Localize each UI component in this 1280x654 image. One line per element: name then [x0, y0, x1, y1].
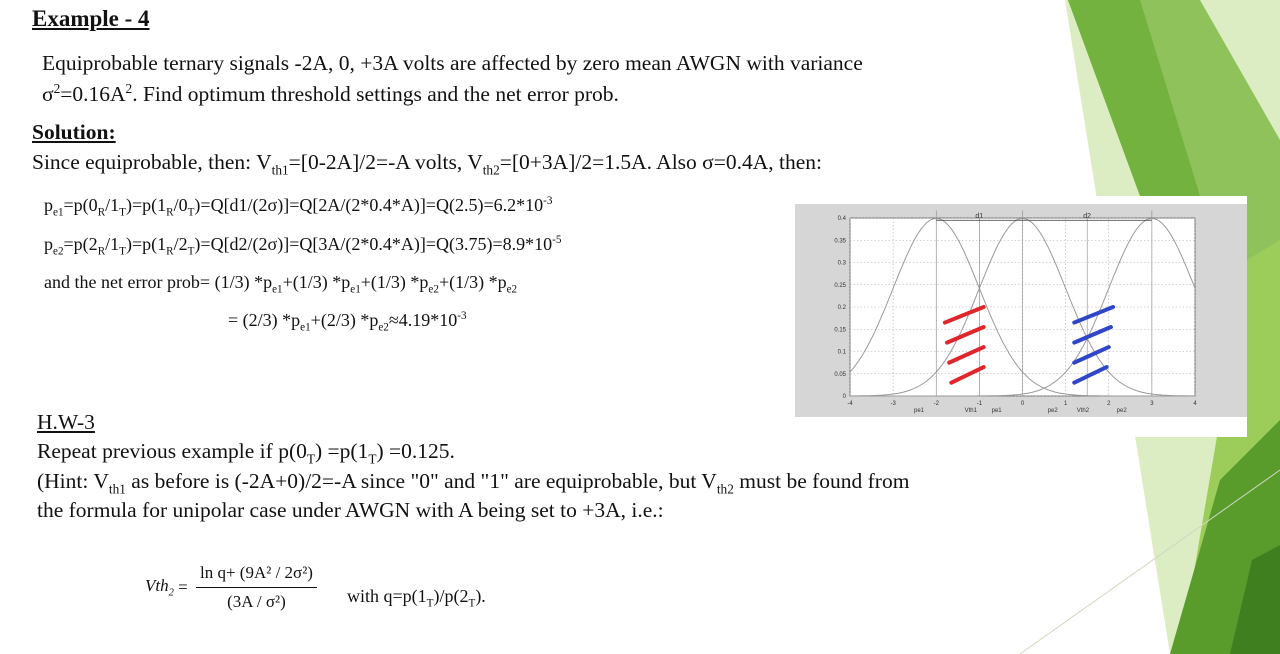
formula-numerator: ln q+ (9A² / 2σ²) [196, 563, 317, 588]
subscript: e1 [300, 321, 311, 334]
text-run: Vth [145, 576, 169, 596]
text-run: =[0+3A]/2=1.5A. Also σ=0.4A, then: [499, 150, 823, 174]
y-tick-label: 0.15 [834, 327, 846, 334]
text-run: with q=p(1 [347, 586, 427, 606]
formula-fraction [196, 563, 317, 612]
solution-heading: Solution: [32, 120, 116, 144]
axis-annotation-label: Vth2 [1076, 408, 1090, 414]
text-run: p [44, 195, 53, 215]
text-run: must be found from [733, 469, 910, 493]
text-run: /0 [173, 195, 188, 215]
vth2-formula [145, 563, 317, 612]
text-run: ). [475, 586, 486, 606]
axis-annotation-label: pe1 [913, 408, 925, 414]
formula-lhs [145, 576, 174, 599]
subscript: T [187, 245, 195, 258]
pe1-equation [44, 195, 552, 219]
text-run: p [44, 234, 53, 254]
subscript: th2 [482, 162, 500, 178]
text-run: and the net error prob= (1/3) *p [44, 272, 273, 292]
subscript: e2 [506, 283, 518, 296]
superscript: -3 [543, 195, 553, 207]
axis-annotation-label: pe2 [1047, 408, 1058, 414]
axis-annotation-label: Vth1 [964, 408, 977, 414]
x-tick-label: -4 [847, 401, 853, 407]
text-run: =[0-2A]/2=-A volts, V [288, 150, 483, 174]
slide-title: Example - 4 [32, 6, 150, 31]
text-run: +(1/3) *p [360, 272, 429, 292]
subscript: T [426, 597, 434, 610]
text-run: =0.16A [60, 82, 126, 107]
subscript: e1 [350, 283, 361, 296]
x-tick-label: 2 [1107, 401, 1111, 407]
subscript: T [368, 451, 377, 467]
text-run: )/p(2 [433, 586, 469, 606]
y-tick-label: 0.25 [834, 282, 846, 289]
y-tick-label: 0.05 [834, 371, 846, 378]
x-tick-label: -1 [976, 401, 983, 407]
text-run: +(2/3) *p [310, 310, 379, 330]
superscript: -3 [457, 310, 467, 322]
subscript: T [119, 206, 126, 219]
text-run: )=Q[d2/(2σ)]=Q[3A/(2*0.4*A)]=Q(3.75)=8.9*10 [194, 234, 553, 254]
problem-line-1: Equiprobable ternary signals -2A, 0, +3A volts are affected by zero mean AWGN with variance [42, 51, 863, 75]
superscript: 2 [53, 81, 61, 96]
sigma-symbol: σ [42, 82, 54, 107]
y-tick-label: 0.35 [834, 238, 846, 245]
subscript: th2 [716, 481, 734, 497]
subscript: th1 [108, 481, 126, 497]
subscript: e2 [428, 283, 439, 296]
x-tick-label: -3 [890, 401, 896, 407]
gaussian-plot-figure [795, 196, 1247, 437]
subscript: e2 [53, 245, 64, 258]
solution-line-1 [32, 150, 822, 178]
pe2-equation [44, 234, 561, 258]
equals-sign: = [173, 577, 188, 597]
x-tick-label: 3 [1150, 401, 1154, 407]
hw-heading: H.W-3 [37, 410, 95, 434]
y-tick-label: 0 [842, 394, 846, 400]
y-tick-label: 0.4 [837, 216, 846, 222]
text-run: =p(0 [63, 195, 98, 215]
text-run: /2 [173, 234, 188, 254]
text-run: /1 [105, 195, 120, 215]
x-tick-label: 4 [1193, 401, 1197, 407]
subscript: e2 [378, 321, 389, 334]
subscript: T [468, 597, 476, 610]
y-tick-label: 0.1 [837, 349, 846, 356]
subscript: T [187, 206, 195, 219]
text-run: +(1/3) *p [438, 272, 507, 292]
subscript: R [97, 206, 106, 219]
text-run: =p(2 [63, 234, 98, 254]
text-run: +(1/3) *p [282, 272, 351, 292]
net-error-result [228, 310, 467, 334]
x-tick-label: -2 [933, 401, 939, 407]
x-tick-label: 1 [1063, 401, 1068, 407]
text-run: = (2/3) *p [228, 310, 301, 330]
superscript: -5 [552, 234, 562, 246]
text-run: ≈4.19*10 [388, 310, 458, 330]
y-tick-label: 0.2 [837, 305, 846, 311]
text-run: ) =0.125. [376, 439, 455, 463]
net-error-equation [44, 272, 517, 296]
formula-denominator: (3A / σ²) [227, 592, 286, 611]
hw-line-3: the formula for unipolar case under AWGN with A being set to +3A, i.e.: [37, 498, 664, 522]
text-run: Repeat previous example if p(0 [37, 439, 307, 463]
subscript: R [166, 245, 174, 258]
subscript: R [97, 245, 106, 258]
formula-with-q [347, 586, 486, 610]
x-tick-label: 0 [1020, 401, 1025, 407]
subscript: th1 [271, 162, 289, 178]
text-run: )=Q[d1/(2σ)]=Q[2A/(2*0.4*A)]=Q(2.5)=6.2*10 [194, 195, 544, 215]
d1-label: d1 [975, 213, 984, 221]
subscript: 2 [168, 587, 174, 599]
subscript: T [119, 245, 126, 258]
text-run: )=p(1 [125, 195, 167, 215]
problem-line-2 [42, 81, 619, 107]
gaussian-plot-svg [795, 196, 1247, 437]
hw-line-2 [37, 469, 909, 497]
text-run: as before is (-2A+0)/2=-A since "0" and "1" are equiprobable, but V [125, 469, 717, 493]
hw-line-1 [37, 439, 455, 467]
subscript: e1 [272, 283, 283, 296]
text-run: /1 [105, 234, 120, 254]
text-run: Since equiprobable, then: V [32, 150, 272, 174]
superscript: 2 [125, 81, 133, 96]
d2-label: d2 [1083, 213, 1091, 221]
y-tick-label: 0.3 [837, 260, 846, 267]
subscript: T [306, 451, 316, 467]
text-run: (Hint: V [37, 469, 109, 493]
text-run: . Find optimum threshold settings and the net error prob. [132, 82, 619, 107]
text-run: ) =p(1 [315, 439, 369, 463]
axis-annotation-label: pe1 [991, 408, 1002, 414]
text-run: )=p(1 [125, 234, 167, 254]
subscript: e1 [53, 206, 64, 219]
subscript: R [166, 206, 174, 219]
axis-annotation-label: pe2 [1116, 408, 1127, 414]
